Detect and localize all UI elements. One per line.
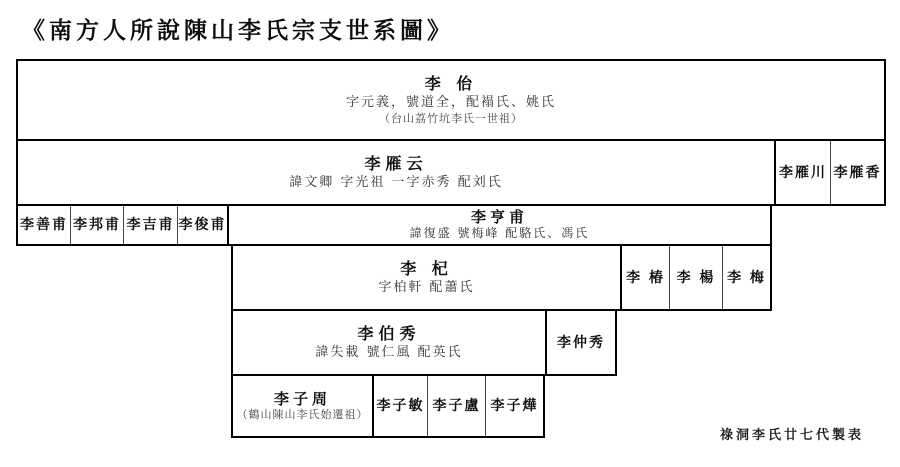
person-name: 李雁云 bbox=[364, 153, 428, 173]
person-box-li-zimin bbox=[372, 376, 427, 436]
person-box-li-hengfu bbox=[227, 206, 770, 244]
person-box-li-zilu bbox=[427, 376, 485, 436]
person-detail: 字柏軒 配蕭氏 bbox=[378, 279, 475, 295]
person-name: 李 杞 bbox=[400, 258, 453, 278]
person-name: 李雁川 bbox=[779, 164, 827, 181]
generation-3-row bbox=[16, 204, 772, 246]
person-name: 李 椿 bbox=[626, 269, 665, 286]
person-box-li-bangfu bbox=[70, 206, 123, 244]
person-name: 李子燁 bbox=[490, 398, 539, 414]
person-name: 李善甫 bbox=[20, 217, 68, 233]
person-name: 李 梅 bbox=[727, 269, 766, 286]
generation-5-row bbox=[231, 309, 617, 376]
person-detail: 諱復盛 號梅峰 配駱氏、馮氏 bbox=[409, 226, 590, 240]
person-box-li-yanchuan bbox=[774, 141, 830, 204]
chart-title: 《南方人所說陳山李氏宗支世系圖》 bbox=[22, 17, 454, 44]
person-name: 李俊甫 bbox=[178, 217, 227, 233]
person-box-li-shanfu bbox=[18, 206, 70, 244]
person-box-li-ziye bbox=[485, 376, 543, 436]
person-name: 李子敏 bbox=[376, 398, 425, 414]
person-box-li-chun bbox=[620, 246, 669, 309]
person-name: 李伯秀 bbox=[357, 323, 421, 343]
person-box-li-yanyun bbox=[18, 141, 774, 204]
person-box-li-zhongxiu bbox=[545, 311, 615, 374]
person-box-li-jifu bbox=[123, 206, 177, 244]
person-box-li-mei bbox=[722, 246, 770, 309]
person-box-li-yanxiang bbox=[830, 141, 884, 204]
person-name: 李吉甫 bbox=[126, 217, 175, 233]
person-box-li-junfu bbox=[177, 206, 227, 244]
generation-6-row bbox=[231, 374, 545, 438]
person-name: 李雁香 bbox=[833, 164, 882, 181]
person-detail: 字元義，號道全，配褟氏、姚氏 bbox=[345, 95, 556, 110]
person-name: 李 楊 bbox=[676, 269, 716, 286]
person-name: 李子盧 bbox=[432, 398, 481, 414]
person-note: （台山荔竹坑李氏一世祖） bbox=[379, 112, 523, 125]
person-detail: 諱文卿 字光祖 一字赤秀 配刘氏 bbox=[289, 174, 503, 190]
generation-4-row bbox=[231, 244, 772, 311]
person-name: 李亨甫 bbox=[470, 208, 528, 226]
person-name: 李 佁 bbox=[424, 74, 478, 93]
person-note: （鶴山陳山李氏始遷祖） bbox=[236, 407, 369, 421]
person-box-li-boxiu bbox=[233, 311, 545, 374]
person-box-li-yi bbox=[18, 61, 884, 139]
generation-2-row bbox=[16, 139, 886, 206]
person-box-li-yang bbox=[669, 246, 722, 309]
person-box-li-qi bbox=[233, 246, 620, 309]
compiler-credit: 祿洞李氏廿七代製表 bbox=[719, 428, 864, 443]
person-name: 李仲秀 bbox=[557, 334, 605, 351]
generation-1-row bbox=[16, 59, 886, 141]
person-name: 李邦甫 bbox=[73, 217, 121, 233]
person-name: 李子周 bbox=[273, 389, 331, 408]
person-detail: 諱失載 號仁風 配英氏 bbox=[315, 344, 463, 360]
person-box-li-zizhou bbox=[233, 376, 372, 436]
